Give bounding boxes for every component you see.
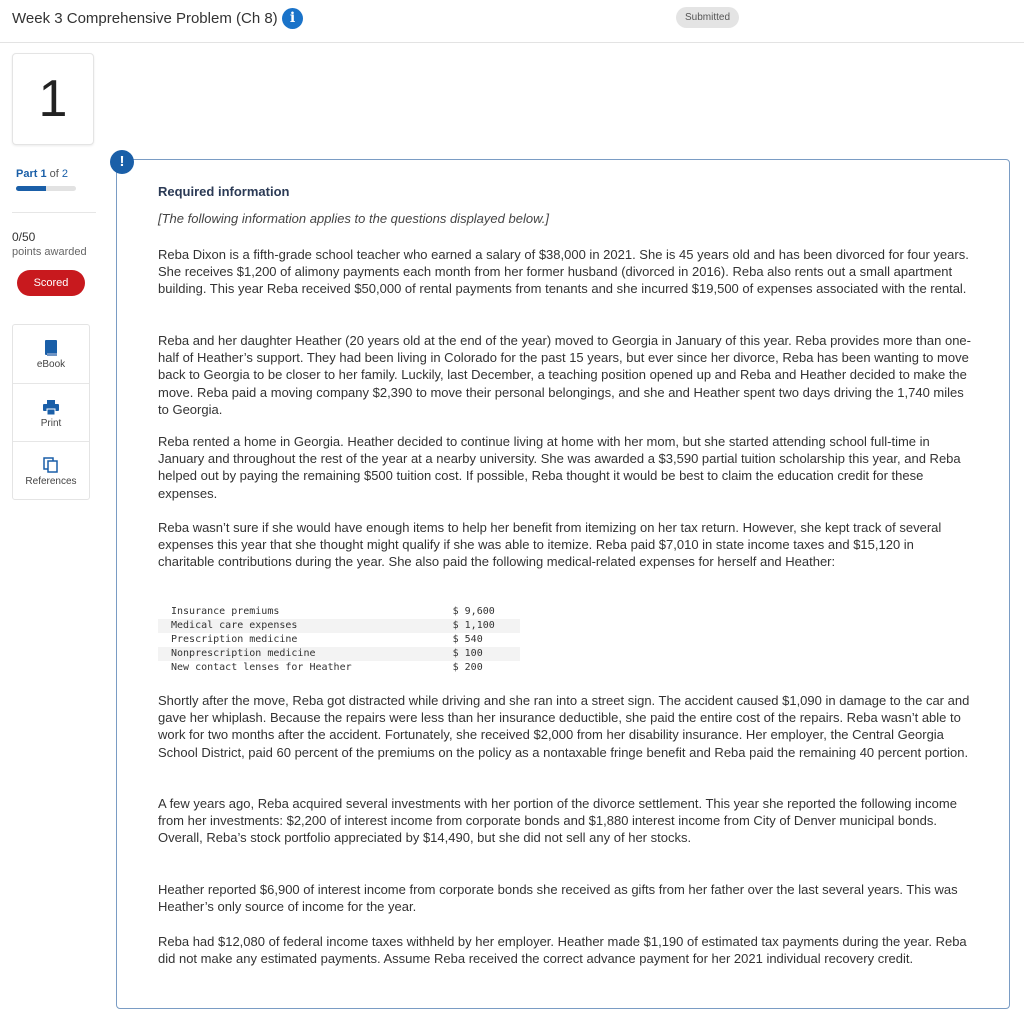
paragraph: Reba wasn’t sure if she would have enough items to help her benefit from itemizing on her tax return. However, she kept track of several expenses this year that she thought might qualify if she was able to itemize. Reba paid $7,010 in state income taxes and $15,120 in charitable contributions during the year. She also paid the following medical-related expenses for herself and Heather:: [158, 520, 942, 570]
resource-tools: [12, 324, 90, 500]
required-information-title: Required information: [158, 184, 290, 199]
expense-amount: $ 9,600: [452, 606, 495, 617]
expense-item: Nonprescription medicine: [158, 647, 439, 661]
expense-amount: $ 200: [452, 662, 483, 673]
paragraph: Reba Dixon is a fifth-grade school teacher who earned a salary of $38,000 in 2021. She is 45 years old and has been divorced for four years. She receives $1,200 of alimony payments each month from her former husband (divorced in 2016). Reba also rents out a small apartment building. This year Reba received $50,000 of rental payments from tenants and she incurred $19,500 of expenses associated with the rental.: [158, 247, 969, 297]
expense-item: Prescription medicine: [171, 634, 298, 645]
assignment-title: Week 3 Comprehensive Problem (Ch 8): [12, 10, 278, 27]
book-icon: [42, 339, 60, 357]
print-label: Print: [40, 418, 62, 429]
page-header: [0, 0, 1024, 43]
table-row: [158, 619, 520, 633]
part-label: Part: [16, 168, 38, 180]
divider: [12, 212, 96, 213]
part-total: 2: [61, 168, 69, 180]
expense-amount: $ 1,100: [439, 619, 520, 633]
paragraph: A few years ago, Reba acquired several investments with her portion of the divorce settlement. This year she reported the following income from her investments: $2,200 of interest income from corporate bonds and $1,880 interest income from City of Denver municipal bonds. Overall, Reba’s stock portfolio appreciated by $14,490, but she did not sell any of her stocks.: [158, 796, 957, 846]
expense-amount: $ 100: [439, 647, 520, 661]
info-icon[interactable]: i: [282, 8, 303, 29]
medical-expenses-table: [158, 605, 520, 675]
paragraph: Reba had $12,080 of federal income taxes withheld by her employer. Heather made $1,190 of estimated tax payments during the year. Reba did not make any estimated payments. Assume Reba received the correct advance payment for her 2021 individual recovery credit.: [158, 934, 967, 967]
expense-amount: $ 540: [452, 634, 483, 645]
printer-icon: [42, 398, 60, 416]
part-progress-bar: [16, 186, 76, 191]
references-label: References: [25, 476, 77, 487]
part-current: 1: [40, 168, 47, 180]
table-row: [158, 661, 520, 675]
points-value: 0/50: [12, 230, 36, 244]
table-row: [158, 633, 520, 647]
expense-item: New contact lenses for Heather: [171, 662, 352, 673]
alert-icon: !: [110, 150, 134, 174]
scored-badge: Scored: [17, 270, 85, 296]
paragraph: Reba rented a home in Georgia. Heather decided to continue living at home with her mom, but she started attending school full-time in January and throughout the rest of the year at a nearby university. She was awarded a $3,590 partial tuition scholarship this year, and Reba helped out by paying the remaining $500 tuition cost. If possible, Reba thought it would be best to claim the education credit for these expenses.: [158, 434, 961, 501]
table-row: [158, 647, 520, 661]
intro-note: [The following information applies to the questions displayed below.]: [158, 211, 549, 226]
paragraph: Reba and her daughter Heather (20 years old at the end of the year) moved to Georgia in January of this year. Reba provides more than one-half of Heather’s support. They had been living in Colorado for the past 15 years, but ever since her divorce, Reba has been wanting to move back to Georgia to be closer to her family. Luckily, last December, a teaching position opened up and Reba and Heather decided to make the move. Reba paid a moving company $2,390 to move their personal belongings, and she and Heather spent two days driving the 1,740 miles to Georgia.: [158, 333, 971, 417]
paragraph: Heather reported $6,900 of interest income from corporate bonds she received as gifts from her father over the last several years. This was Heather’s only source of income for the year.: [158, 882, 958, 915]
status-badge: Submitted: [676, 7, 739, 28]
question-number[interactable]: 1: [12, 53, 94, 145]
ebook-button[interactable]: [13, 325, 89, 383]
expense-item: Medical care expenses: [158, 619, 439, 633]
part-of: of: [49, 168, 59, 180]
ebook-label: eBook: [36, 359, 66, 370]
part-progress-fill: [16, 186, 46, 191]
expense-item: Insurance premiums: [171, 606, 280, 617]
print-button[interactable]: [13, 383, 89, 442]
references-icon: [42, 456, 60, 474]
part-indicator: [16, 168, 68, 180]
points-label: points awarded: [12, 246, 87, 258]
references-button[interactable]: [13, 441, 89, 500]
paragraph: Shortly after the move, Reba got distracted while driving and she ran into a street sign. The accident caused $1,090 in damage to the car and gave her whiplash. Because the repairs were less than her insurance deductible, she paid the entire cost of the repairs. Reba wasn’t able to work for two months after the accident. Fortunately, she received $2,000 from her disability insurance. Her employer, the Central Georgia School District, paid 60 percent of the premiums on the policy as a nontaxable fringe benefit and Reba paid the remaining 40 percent portion.: [158, 693, 970, 760]
table-row: [158, 605, 520, 619]
